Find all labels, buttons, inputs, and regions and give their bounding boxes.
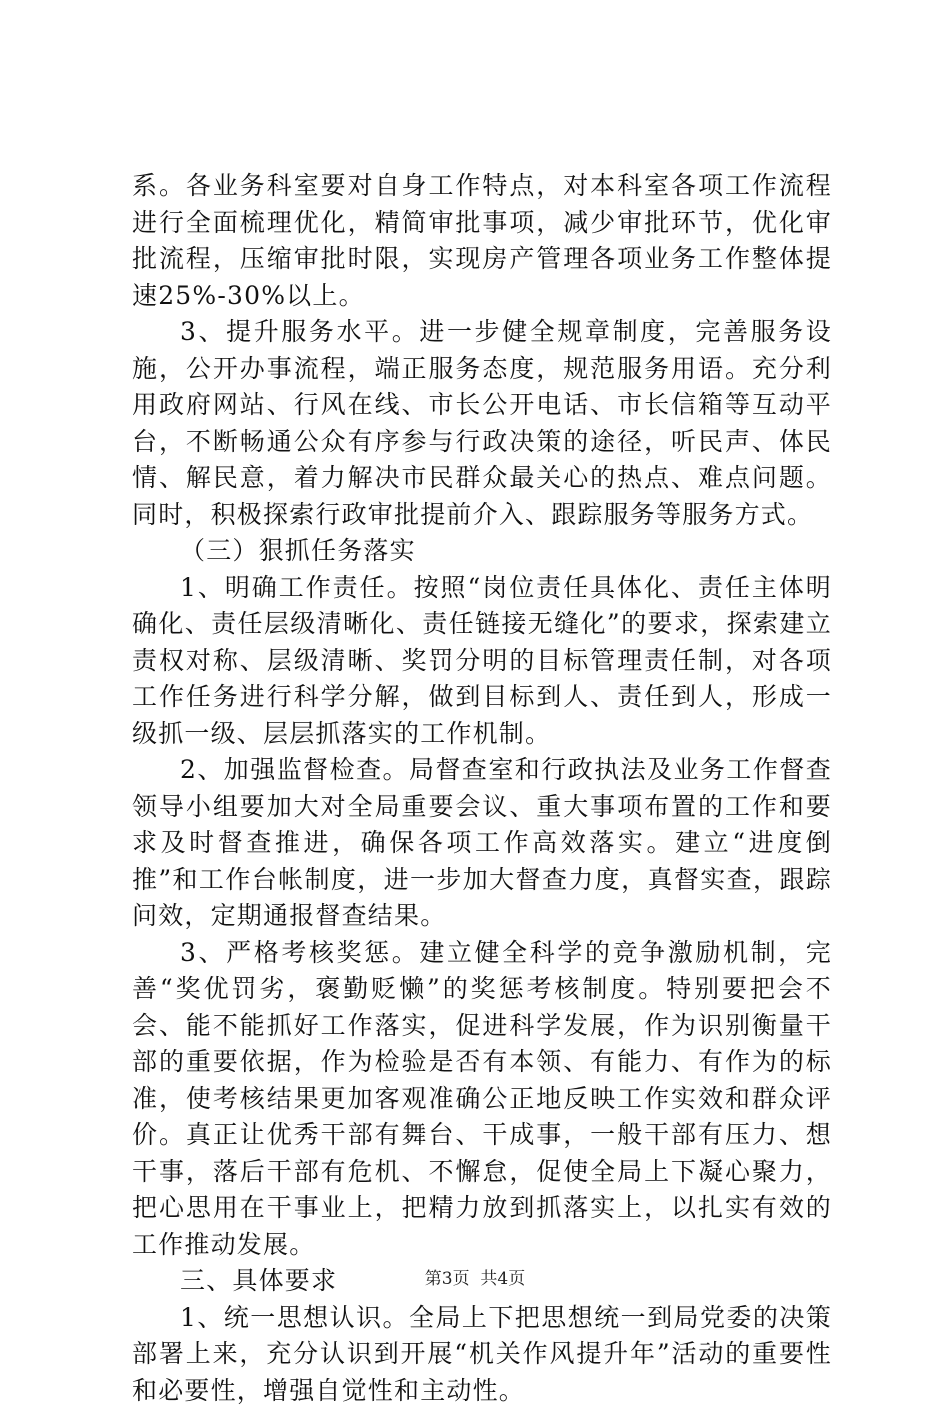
section-heading-specific-requirements: 三、具体要求 xyxy=(132,1263,832,1300)
paragraph-improve-service: 3、提升服务水平。进一步健全规章制度，完善服务设施，公开办事流程，端正服务态度，规范服务用语。充分利用政府网站、行风在线、市长公开电话、市长信箱等互动平台，不断畅通公众有序参与行政决策的途径，听民声、体民情、解民意，着力解决市民群众最关心的热点、难点问题。同时，积极探索行政审批提前介入、跟踪服务等服务方式。 xyxy=(132,314,832,533)
paragraph-continuation: 系。各业务科室要对自身工作特点，对本科室各项工作流程进行全面梳理优化，精简审批事项，减少审批环节，优化审批流程，压缩审批时限，实现房产管理各项业务工作整体提速25%-30%以上。 xyxy=(132,168,832,314)
document-body xyxy=(132,168,832,1409)
page-number-footer: 第3页 共4页 xyxy=(0,1268,950,1290)
paragraph-clarify-responsibility: 1、明确工作责任。按照“岗位责任具体化、责任主体明确化、责任层级清晰化、责任链接无缝化”的要求，探索建立责权对称、层级清晰、奖罚分明的目标管理责任制，对各项工作任务进行科学分解，做到目标到人、责任到人，形成一级抓一级、层层抓落实的工作机制。 xyxy=(132,570,832,753)
section-heading-task-implementation: （三）狠抓任务落实 xyxy=(132,533,832,570)
paragraph-supervision-inspection: 2、加强监督检查。局督查室和行政执法及业务工作督查领导小组要加大对全局重要会议、重大事项布置的工作和要求及时督查推进，确保各项工作高效落实。建立“进度倒推”和工作台帐制度，进一步加大督查力度，真督实查，跟踪问效，定期通报督查结果。 xyxy=(132,752,832,935)
paragraph-unify-thinking: 1、统一思想认识。全局上下把思想统一到局党委的决策部署上来，充分认识到开展“机关作风提升年”活动的重要性和必要性，增强自觉性和主动性。 xyxy=(132,1300,832,1409)
paragraph-assessment-rewards: 3、严格考核奖惩。建立健全科学的竞争激励机制，完善“奖优罚劣，褒勤贬懒”的奖惩考核制度。特别要把会不会、能不能抓好工作落实，促进科学发展，作为识别衡量干部的重要依据，作为检验是否有本领、有能力、有作为的标准，使考核结果更加客观准确公正地反映工作实效和群众评价。真正让优秀干部有舞台、干成事，一般干部有压力、想干事，落后干部有危机、不懈怠，促使全局上下凝心聚力，把心思用在干事业上，把精力放到抓落实上，以扎实有效的工作推动发展。 xyxy=(132,935,832,1264)
